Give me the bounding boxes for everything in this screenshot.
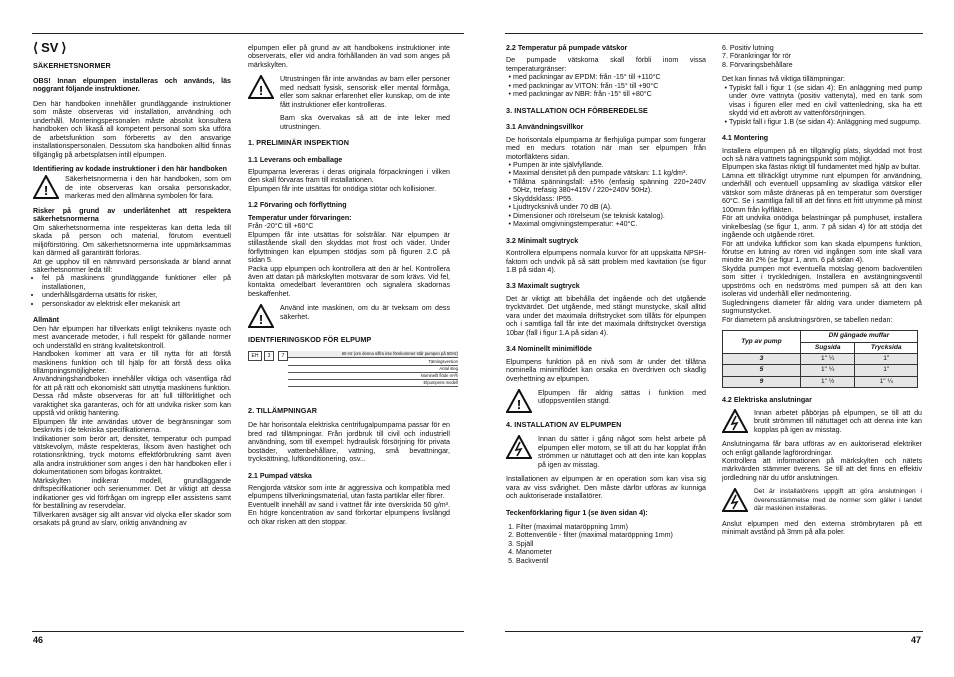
subsection-heading: 1.2 Förvaring och förflyttning — [248, 201, 347, 210]
paragraph: Anslutningarna får bara utföras av en auktoriserad elektriker och enligt gällande lagförordningar. — [722, 440, 922, 457]
column-3 — [506, 44, 706, 571]
top-rule-left — [32, 33, 464, 34]
paragraph: Elpumpen får inte utsättas för solstrålar. När elpumpen är stillastående skall den skyddas mot frost och väder. Under förflyttningen kan elpumpen stödjas som på figuren 2.C på sidan 5. — [248, 230, 450, 265]
top-rule-right — [505, 33, 923, 34]
subheading: Identifiering av kodade instruktioner i den här handboken — [33, 164, 227, 173]
paragraph: Elpumpen ska fästas riktigt till fundamentet med hjälp av bultar. — [722, 163, 921, 172]
list-item: • med packningar av EPDM: från -15° till +110°C — [513, 73, 706, 81]
paragraph: Kontrollera att informationen på märkskylten och nätets märkvärden stämmer överens. Se till att det finns en effektiv jordledning när du utför anslutningen. — [722, 457, 922, 482]
list-item: • Typiskt fall i figur 1.B (se sidan 4): Anläggning med sugpump. — [729, 118, 922, 126]
list-item: • med packningar av NBR: från -15° till +80°C — [513, 90, 706, 98]
paragraph: För att undvika luftfickor som kan skada elpumpens funktion, förutse en lutning av rören vid ingången som inte skall vara mindre än 2% (se figur 1, anm. 6 på sidan 4). — [722, 239, 922, 265]
warning-icon — [506, 389, 532, 413]
paragraph: De horisontala elpumparna är flerhjuliga pumpar som fungerar med en medurs rotation när man ser elpumpen från motorfläktens sidan. — [506, 135, 706, 161]
conditions-list — [506, 161, 706, 229]
electric-warning-block — [506, 435, 706, 469]
subheading: Teckenförklaring figur 1 (se även sidan 4): — [506, 508, 648, 517]
paragraph: Kontrollera elpumpens normala kurvor för att uppskatta NPSH-faktorn och undvik på så sätt problem med kavitation (se figur 1.B på sidan 4). — [506, 249, 706, 274]
list-item: 7. Förankringar för rör — [722, 52, 792, 61]
paragraph: Märkskylten indikerar modell, grundläggande driftspecifikationer och serienummer. Det är viktigt att dessa indikationer ges vid förfrågan om ingrepp eller assistens samt för beställning av reservdelar. — [33, 476, 231, 511]
warning-text: Använd inte maskinen, om du är tveksam om dess säkerhet. — [280, 304, 450, 321]
list-item: • Pumpen är inte självfyllande. — [513, 161, 706, 169]
subheading: Risker på grund av underlåtenhet att respektera säkerhetsnormerna — [33, 206, 231, 224]
paragraph: Lämna ett tillräckligt utrymme runt elpumpen för användning, underhåll och eventuell uppsamling av skadliga vätskor eller vätskor som måste dräneras på en temperatur som överstiger 60°C. Se i samtliga fall till att det finns ett fritt utrymme på minst 100mm från kylfläkten. — [722, 171, 922, 214]
temperature-list — [506, 73, 706, 98]
paragraph: De här horisontala elektriska centrifugalpumparna passar för en bred rad tillämpningar. Från jordbruk till civil och industriell användning, som till exempel: hydraulisk försörjning för privata bostäder, vattenbehållare, vattning, små bevattningar, trycksättning, luftkonditionering, osv... — [248, 421, 450, 464]
paragraph: Från -20°C till +60°C — [248, 222, 314, 231]
table-cell: 9 — [723, 376, 801, 387]
table-row — [723, 365, 918, 376]
id-label: Antal steg — [288, 366, 458, 373]
section-heading: 2. TILLÄMPNINGAR — [248, 405, 318, 415]
paragraph: Installera elpumpen på en tillgänglig plats, skyddad mot frost och så nära vattnets tagningspunkt som möjligt. — [722, 146, 922, 163]
paragraph: För att undvika onödiga belastningar på pumphuset, installera vinkelbeslag (se figur 1, anm. 7 på sidan 4) för att stödja det ingående och utgående röret. — [722, 214, 922, 240]
svg-text:!: ! — [516, 396, 522, 412]
warning-block — [248, 75, 450, 131]
paragraph: Indikationer som berör art, densitet, temperatur och pumpad vätskevolym, måste respekteras, liksom även hastighet och rotationsriktning, tryck motorns effektförbrukning samt även alla andra instruktioner som anges i den här handboken eller i dokumentationen som bifogas kontraktet. — [33, 434, 231, 477]
list-item: 5. Backventil — [516, 557, 706, 565]
legend-continued — [722, 44, 922, 69]
page-number-left: 46 — [33, 635, 44, 645]
subsection-heading: 3.1 Användningsvillkor — [506, 123, 584, 132]
electric-warning-block — [722, 488, 922, 513]
list-item: • Ljudtrycksnivå under 70 dB (A). — [513, 203, 706, 211]
paragraph: elpumpen eller på grund av att handbokens instruktioner inte observerats, eller vid andra förhållanden än vad som anges på märkskylten. — [248, 44, 450, 69]
list-item: 8. Förvaringsbehållare — [722, 60, 793, 69]
warning-text: Det är installatörens uppgift att göra anslutningen i överensstämmelse med de normer som gäller i landet där maskinen installeras. — [754, 488, 922, 513]
list-item: • personskador av elektrisk eller mekanisk art — [42, 300, 231, 308]
obs-note: OBS! Innan elpumpen installeras och används, läs noggrant följande instruktioner. — [33, 76, 231, 94]
list-item: 6. Positiv lutning — [722, 44, 774, 52]
paragraph: För diametern på anslutningsrören, se tabellen nedan: — [722, 315, 893, 324]
paragraph: Om säkerhetsnormerna inte respekteras kan detta leda till skada på person och material, förutom eventuell miljöförstöring. Om säkerhetsnormerna inte uppmärksammas kan därmed all garantirätt förloras. — [33, 223, 231, 258]
paragraph: Elpumpen får inte utsättas för onödiga stötar och kollisioner. — [248, 184, 437, 193]
table-cell: 1" ¼ — [800, 353, 855, 364]
subsection-heading: 4.1 Montering — [722, 134, 769, 143]
paragraph: Användningshandboken innehåller viktiga och väsentliga råd för att på rätt och ekonomiskt sätt utnyttja maskinens funktion. Dessa råd måste observeras för att full tillförlitlighet och varaktighet ska garanteras, och för att undvika risker som kan uppstå vid oriktig hantering. — [33, 375, 231, 418]
list-item: • underhållsgärderna utsätts för risker, — [42, 291, 231, 299]
bracket-right-icon: ⟩ — [61, 40, 67, 55]
table-cell: 3 — [723, 353, 801, 364]
subsection-heading: 1.1 Leverans och emballage — [248, 155, 343, 164]
subsection-heading: 3.2 Minimalt sugtryck — [506, 236, 579, 245]
list-item: • Dimensioner och rörelseum (se teknisk katalog). — [513, 212, 706, 220]
table-header: Typ av pump — [723, 331, 801, 354]
paragraph: Sugledningens diameter får aldrig vara under diametern på sugmunstycket. — [722, 298, 922, 316]
warning-text: Elpumpen får aldrig sättas i funktion med utloppsventilen stängd. — [538, 388, 706, 406]
paragraph: Anslut elpumpen med den externa strömbrytaren på ett minimalt avstånd på 3mm på alla poler. — [722, 519, 922, 537]
list-item: • med packningar av VITON: från -15° till +90°C — [513, 82, 706, 90]
paragraph: Det kan finnas två viktiga tillämpningar: — [722, 75, 846, 84]
warning-text: Innan du sätter i gång något som helst arbete på elpumpen eller motorn, se till att du har kopplat ifrån strömmen ur nätuttaget och att den inte kan kopplas på igen av misstag. — [538, 435, 706, 469]
warning-icon — [248, 304, 274, 328]
list-item: • Typiskt fall i figur 1 (se sidan 4): En anläggning med pump under övre vattnyta (positiv vattenyta), med en tank som visas i figuren eller med en civil vattenledning, ska ha ett skydd vid ett avbrott av vattenförsörjningen. — [729, 84, 922, 118]
id-label: 60 Hz (om denna siffra inte förekommer står pumpen på 50Hz) — [288, 351, 458, 358]
section-title-safety: SÄKERHETSNORMER — [33, 61, 111, 71]
list-item: 2. Bottenventile - filter (maximal mataröppning 1mm) — [516, 531, 706, 539]
paragraph: Skydda pumpen mot eventuella motslag genom backventilen som sitter i trycklednigen. Installera en avstängningsventil uppströms och en nedströms med pumpen så att den kan isoleras vid underhåll eller nedmontering. — [722, 264, 922, 299]
id-box: EH — [248, 351, 262, 361]
list-item: 1. Filter (maximal mataröppning 1mm) — [516, 523, 706, 531]
list-item: • Skyddsklass: IP55. — [513, 195, 706, 203]
bottom-rule-right — [505, 631, 923, 632]
list-item: • Tillåtna spänningsfall: ±5% (enfasig spänning 220÷240V 50Hz, trefasig 380÷415V / 220÷240V 50Hz). — [513, 178, 706, 195]
bottom-rule-left — [32, 631, 464, 632]
paragraph: De pumpade vätskorna skall förbli inom vissa temperaturgränser: — [506, 56, 706, 73]
subsection-heading: 3.4 Nominellt minimiflöde — [506, 345, 592, 354]
list-item: 4. Manometer — [516, 548, 706, 556]
column-1 — [33, 40, 231, 534]
paragraph: Installationen av elpumpen är en operation som kan visa sig vara av viss svårighet. Den måste därför utföras av kunniga och auktoriserade installatörer. — [506, 475, 706, 501]
id-label: Nominellt flöde m³/h — [288, 373, 458, 380]
paragraph: Handboken kommer att vara er till nytta för att förstå maskinens funktion och till hjälp för att förstå dess olika tillämpningsmöjligheter. — [33, 350, 231, 375]
legend-list — [506, 523, 706, 565]
language-code: SV — [41, 40, 59, 55]
table-cell: 1" ¼ — [800, 365, 855, 376]
id-box: 3 — [264, 351, 274, 361]
svg-text:!: ! — [258, 83, 264, 99]
section-heading: 3. INSTALLATION OCH FÖRBEREDELSE — [506, 105, 648, 115]
table-cell: 5 — [723, 365, 801, 376]
section-heading: IDENTFIERINGSKOD FÖR ELPUMP — [248, 335, 372, 345]
table-header: Sugsida — [800, 342, 855, 353]
table-header: Trycksida — [855, 342, 918, 353]
id-box: 7 — [278, 351, 288, 361]
paragraph: Elpumpen får inte användas utöver de begränsningar som beskrivits i de tekniska specifikationerna. — [33, 417, 231, 435]
paragraph: Eventuellt innehåll av sand i vattnet får inte överskrida 50 g/m³. En högre koncentration av sand förkortar elpumpens livslängd och ökar risken att den stoppar. — [248, 500, 450, 526]
warning-text: Utrustningen får inte användas av barn eller personer med nedsatt fysisk, sensorisk eller mental förmåga, eller som saknar erfarenhet eller kunskap, om de inte fått instruktioner eller kontrolleras. — [280, 75, 450, 109]
list-item: • fel på maskinens grundläggande funktioner eller på installationen, — [42, 274, 231, 291]
warning-text: Säkerhetsnormerna i den här handboken, som om de inte observeras kan orsaka personskador, markeras med den allmänna symbolen för fara. — [65, 175, 231, 201]
paragraph: Packa upp elpumpen och kontrollera att den är hel. Kontrollera även att datan på märkskylten motsvarar de som krävs. Vid fel, kontakta omedelbart leverantören och signalera skadornas beskaffenhet. — [248, 264, 450, 298]
list-item: 3. Spjäll — [516, 540, 706, 548]
svg-text:!: ! — [258, 312, 264, 328]
cases-list — [722, 84, 922, 126]
svg-text:!: ! — [43, 183, 49, 199]
paragraph: Att ge upphov till en nämnvärd personskada är bland annat säkerhetsnormer leda till: — [33, 257, 231, 274]
pipe-size-table — [722, 330, 918, 388]
warning-text: Innan arbetet påbörjas på elpumpen, se till att du brutit strömmen till nätuttaget och att denna inte kan kopplas på igen av misstag. — [754, 408, 922, 434]
paragraph: Elpumpens funktion på en nivå som är under det tillåtna nominella minimiflödet kan orsaka en överdriven och skadlig överhettning av elpumpen. — [506, 357, 706, 383]
column-2 — [248, 44, 458, 532]
list-item: • Maximal densitet på den pumpade vätskan: 1.1 kg/dm³. — [513, 169, 706, 177]
warning-block — [33, 175, 231, 200]
electric-hazard-icon — [722, 409, 748, 433]
table-cell: 1" — [855, 365, 918, 376]
column-4 — [722, 44, 922, 543]
language-badge — [33, 40, 231, 55]
warning-block — [248, 304, 450, 328]
electric-hazard-icon — [506, 435, 532, 459]
subsection-heading: 3.3 Maximalt sugtryck — [506, 282, 580, 291]
id-label: Tätningsversion — [288, 359, 458, 366]
section-heading: 4. INSTALLATION AV ELPUMPEN — [506, 419, 622, 429]
paragraph: Den här handboken innehåller grundläggande instruktioner som måste observeras vid installation, användning och underhåll. Monteringspersonalen måste absolut konsultera handboken och likaså all kompetent personal som ska utföra de arbetsfunktion som förberetts av den ansvarige installationspersonalen. Dessutom ska handboken alltid finnas tillgänglig på arbetsplatsen intill elpumpen. — [33, 99, 231, 159]
page-number-right: 47 — [911, 635, 922, 645]
paragraph: Tillverkaren avsäger sig allt ansvar vid olycka eller skador som orsakats på grund av slarv, oriktig användning av — [33, 510, 231, 528]
electric-hazard-icon — [722, 488, 748, 512]
list-item: • Maximal omgivningstemperatur: +40°C. — [513, 220, 706, 228]
table-cell: 1" ½ — [800, 376, 855, 387]
table-cell: 1" — [855, 353, 918, 364]
subsection-heading: 2.1 Pumpad vätska — [248, 471, 312, 480]
id-label: Elpumpens modell — [288, 380, 458, 387]
paragraph: Det är viktigt att bibehålla det ingående och det utgående trycktvärdet. Det utgående, med stängt munstycke, skall alltid vara under det maximala driftstrycket som tillåts för elpumpen och i samtliga fall får inte det maximala driftstrycket överstiga 10bar (fall i figur 1.A på sidan 4). — [506, 294, 706, 337]
section-heading: 1. PRELIMINÄR INSPEKTION — [248, 138, 350, 148]
identification-code-diagram — [248, 351, 458, 399]
subheading: Temperatur under förvaringen: — [248, 213, 352, 222]
table-cell: 1" ¼ — [855, 376, 918, 387]
paragraph: Rengjorda vätskor som inte är aggressiva och kompatibla med elpumpens tillverkningsmaterial, utan fasta partiklar eller fibrer. — [248, 483, 450, 501]
warning-icon — [33, 175, 59, 199]
subheading: Allmänt — [33, 316, 60, 325]
subsection-heading: 4.2 Elektriska anslutningar — [722, 396, 812, 405]
risk-list — [33, 274, 231, 308]
paragraph: Den här elpumpen har tillverkats enligt teknikens nyaste och mest avancerade metoder, i full respekt för gällande normer och underställd en sträng kvalitetskontroll. — [33, 324, 231, 350]
warning-block — [506, 389, 706, 413]
bracket-left-icon: ⟨ — [33, 40, 39, 55]
warning-icon — [248, 75, 274, 99]
table-row — [723, 376, 918, 387]
subsection-heading: 2.2 Temperatur på pumpade vätskor — [506, 44, 628, 52]
paragraph: Elpumparna levereras i deras originala förpackningen i vilken den skall förvaras fram till installationen. — [248, 167, 450, 185]
table-row — [723, 353, 918, 364]
electric-warning-block — [722, 409, 922, 434]
table-header: DN gängade muffar — [800, 331, 917, 342]
warning-text: Barn ska övervakas så att de inte leker med utrustningen. — [280, 114, 450, 131]
